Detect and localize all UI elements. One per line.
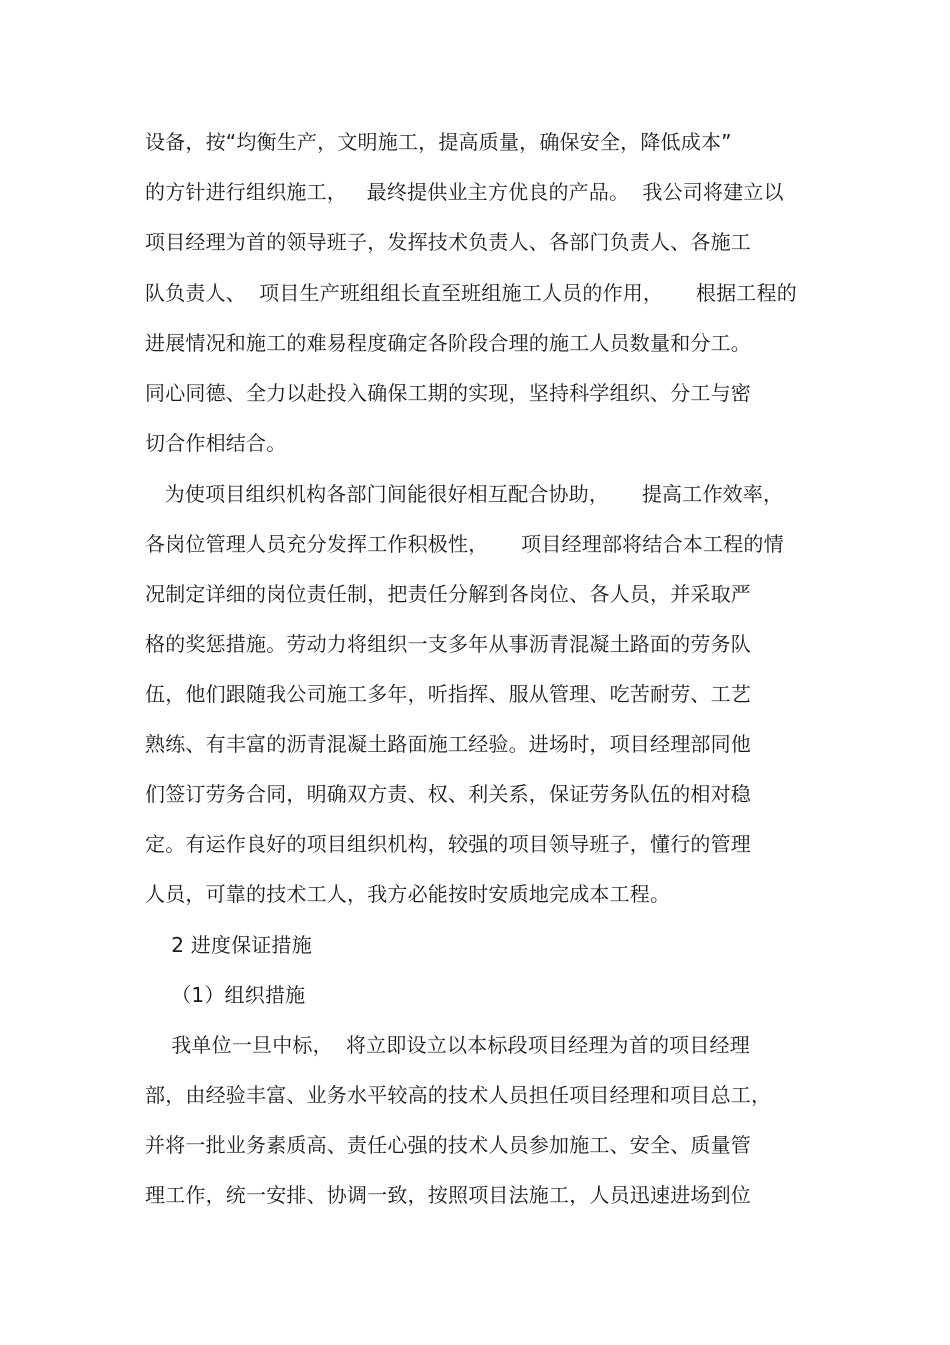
text-line: 定。有运作良好的项目组织机构，较强的项目领导班子，懂行的管理 [145,832,751,856]
text-line: 项目经理为首的领导班子，发挥技术负责人、各部门负责人、各施工 [145,230,751,254]
text-line: 们签订劳务合同，明确双方责、权、利关系，保证劳务队伍的相对稳 [145,782,751,806]
text-line: 的方针进行组织施工， 最终提供业主方优良的产品。 我公司将建立以 [145,180,784,204]
text-line: 部，由经验丰富、业务水平较高的技术人员担任项目经理和项目总工， [145,1083,772,1107]
text-line: 队负责人、 项目生产班组组长直至班组施工人员的作用， 根据工程的 [145,281,797,305]
subsection-heading: （1）组织措施 [145,983,306,1007]
text-line: 同心同德、全力以赴投入确保工期的实现，坚持科学组织、分工与密 [145,381,751,405]
text-line: 切合作相结合。 [145,431,287,455]
text-line: 伍，他们跟随我公司施工多年，听指挥、服从管理、吃苦耐劳、工艺 [145,682,751,706]
text-line: 为使项目组织机构各部门间能很好相互配合协助， 提高工作效率， [145,482,784,506]
text-line: 况制定详细的岗位责任制，把责任分解到各岗位、各人员，并采取严 [145,582,751,606]
text-line: 熟练、有丰富的沥青混凝土路面施工经验。进场时，项目经理部同他 [145,732,751,756]
section-heading: 2 进度保证措施 [145,933,312,957]
text-line: 设备，按“均衡生产，文明施工，提高质量，确保安全，降低成本” [145,130,732,154]
text-line: 各岗位管理人员充分发挥工作积极性， 项目经理部将结合本工程的情 [145,532,784,556]
text-line: 格的奖惩措施。劳动力将组织一支多年从事沥青混凝土路面的劳务队 [145,632,751,656]
text-line: 并将一批业务素质高、责任心强的技术人员参加施工、安全、质量管 [145,1133,751,1157]
text-line: 进展情况和施工的难易程度确定各阶段合理的施工人员数量和分工。 [145,331,751,355]
text-line: 人员，可靠的技术工人，我方必能按时安质地完成本工程。 [145,882,671,906]
text-line: 理工作，统一安排、协调一致，按照项目法施工，人员迅速进场到位 [145,1183,751,1207]
text-line: 我单位一旦中标， 将立即设立以本标段项目经理为首的项目经理 [145,1033,750,1057]
